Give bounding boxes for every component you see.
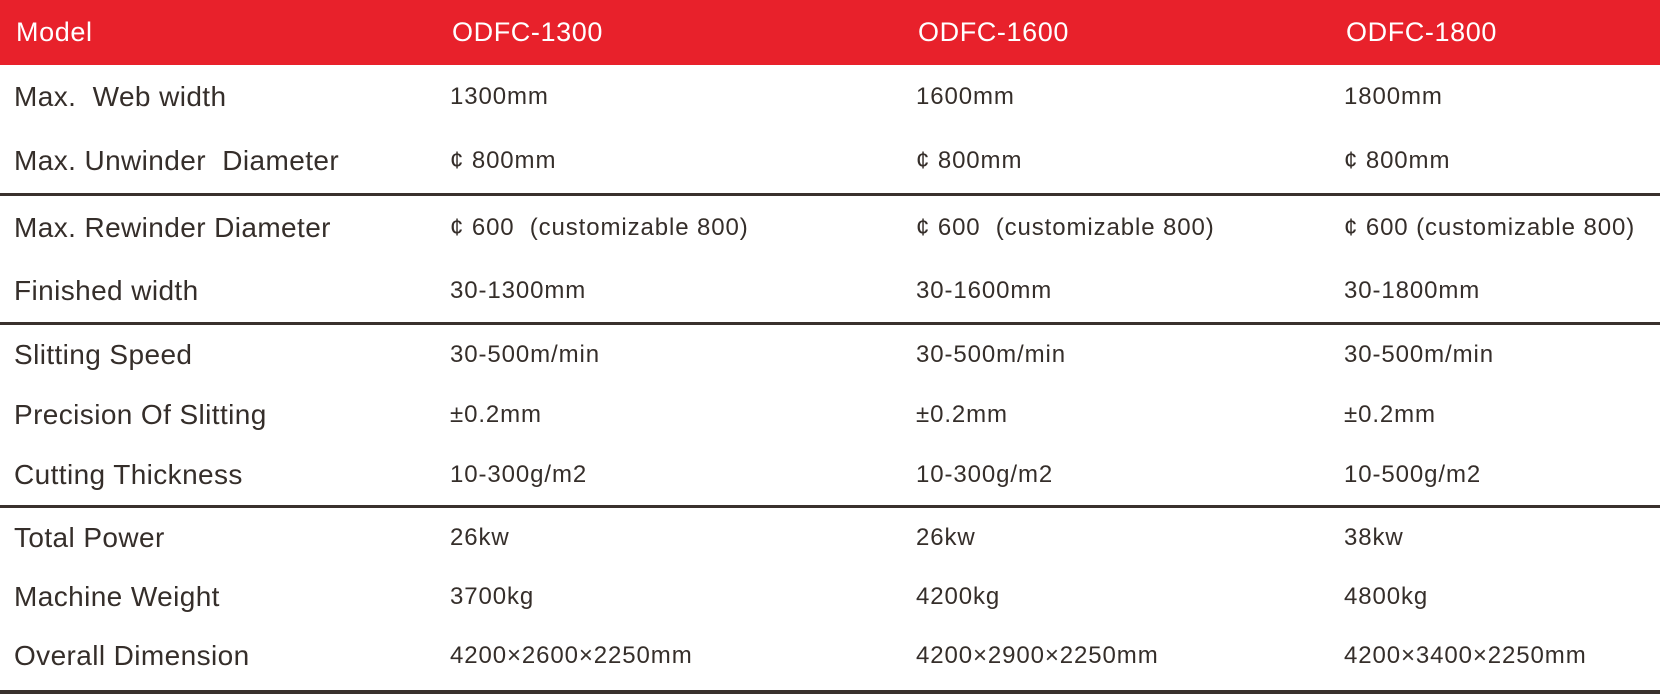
value-cell: 4200kg [916,582,1001,610]
value-cell: 30-1800mm [1344,276,1481,304]
row-group-slitting [0,325,1660,505]
header-column-odfc-1300: ODFC-1300 [452,17,603,47]
value-cell: 26kw [916,523,976,551]
value-cell: ¢ 600 (customizable 800) [1344,213,1636,241]
row-label: Overall Dimension [14,639,250,671]
header-column-odfc-1800: ODFC-1800 [1346,17,1497,47]
value-cell: 30-500m/min [916,341,1066,368]
table-row-max-rewinder-diameter [0,196,1660,259]
value-cell: 1800mm [1344,83,1443,110]
value-cell: 10-300g/m2 [916,461,1054,488]
value-cell: 30-500m/min [450,341,600,368]
value-cell: 4200×3400×2250mm [1344,641,1587,669]
value-cell: 1600mm [916,83,1015,110]
value-cell: 30-1600mm [916,276,1053,304]
row-label: Finished width [14,274,199,306]
row-group-power-weight-dimension [0,508,1660,685]
value-cell: 4200×2900×2250mm [916,641,1159,669]
value-cell: 30-500m/min [1344,341,1494,368]
value-cell: 10-500g/m2 [1344,461,1482,488]
row-label: Slitting Speed [14,339,193,370]
header-model-label: Model [16,17,93,47]
table-row-precision-of-slitting [0,385,1660,445]
value-cell: 1300mm [450,83,549,110]
value-cell: ±0.2mm [1344,401,1436,428]
value-cell: 26kw [450,523,510,551]
value-cell: 4800kg [1344,582,1429,610]
row-label: Precision Of Slitting [14,399,267,430]
table-row-max-web-width [0,65,1660,129]
row-label: Total Power [14,521,165,553]
row-group-web-unwinder [0,65,1660,193]
value-cell: 30-1300mm [450,276,587,304]
value-cell: 3700kg [450,582,535,610]
value-cell: ¢ 800mm [916,147,1023,174]
table-row-max-unwinder-diameter [0,129,1660,193]
row-label: Cutting Thickness [14,459,243,490]
value-cell: 38kw [1344,523,1404,551]
table-row-finished-width [0,259,1660,322]
row-label: Machine Weight [14,580,220,612]
row-group-rewinder-finished [0,196,1660,322]
row-label: Max. Unwinder Diameter [14,145,340,176]
value-cell: ¢ 600 (customizable 800) [450,213,749,241]
value-cell: ¢ 800mm [1344,147,1451,174]
value-cell: ±0.2mm [450,401,542,428]
value-cell: ¢ 600 (customizable 800) [916,213,1215,241]
table-bottom-border [0,690,1660,694]
header-column-odfc-1600: ODFC-1600 [918,17,1069,47]
table-row-slitting-speed [0,325,1660,385]
table-row-cutting-thickness [0,445,1660,505]
table-header-row [0,0,1660,65]
table-row-total-power [0,508,1660,567]
table-row-overall-dimension [0,626,1660,685]
row-label: Max. Web width [14,81,227,112]
value-cell: ±0.2mm [916,401,1008,428]
table-row-machine-weight [0,567,1660,626]
value-cell: 10-300g/m2 [450,461,588,488]
value-cell: ¢ 800mm [450,147,557,174]
row-label: Max. Rewinder Diameter [14,211,331,243]
value-cell: 4200×2600×2250mm [450,641,693,669]
